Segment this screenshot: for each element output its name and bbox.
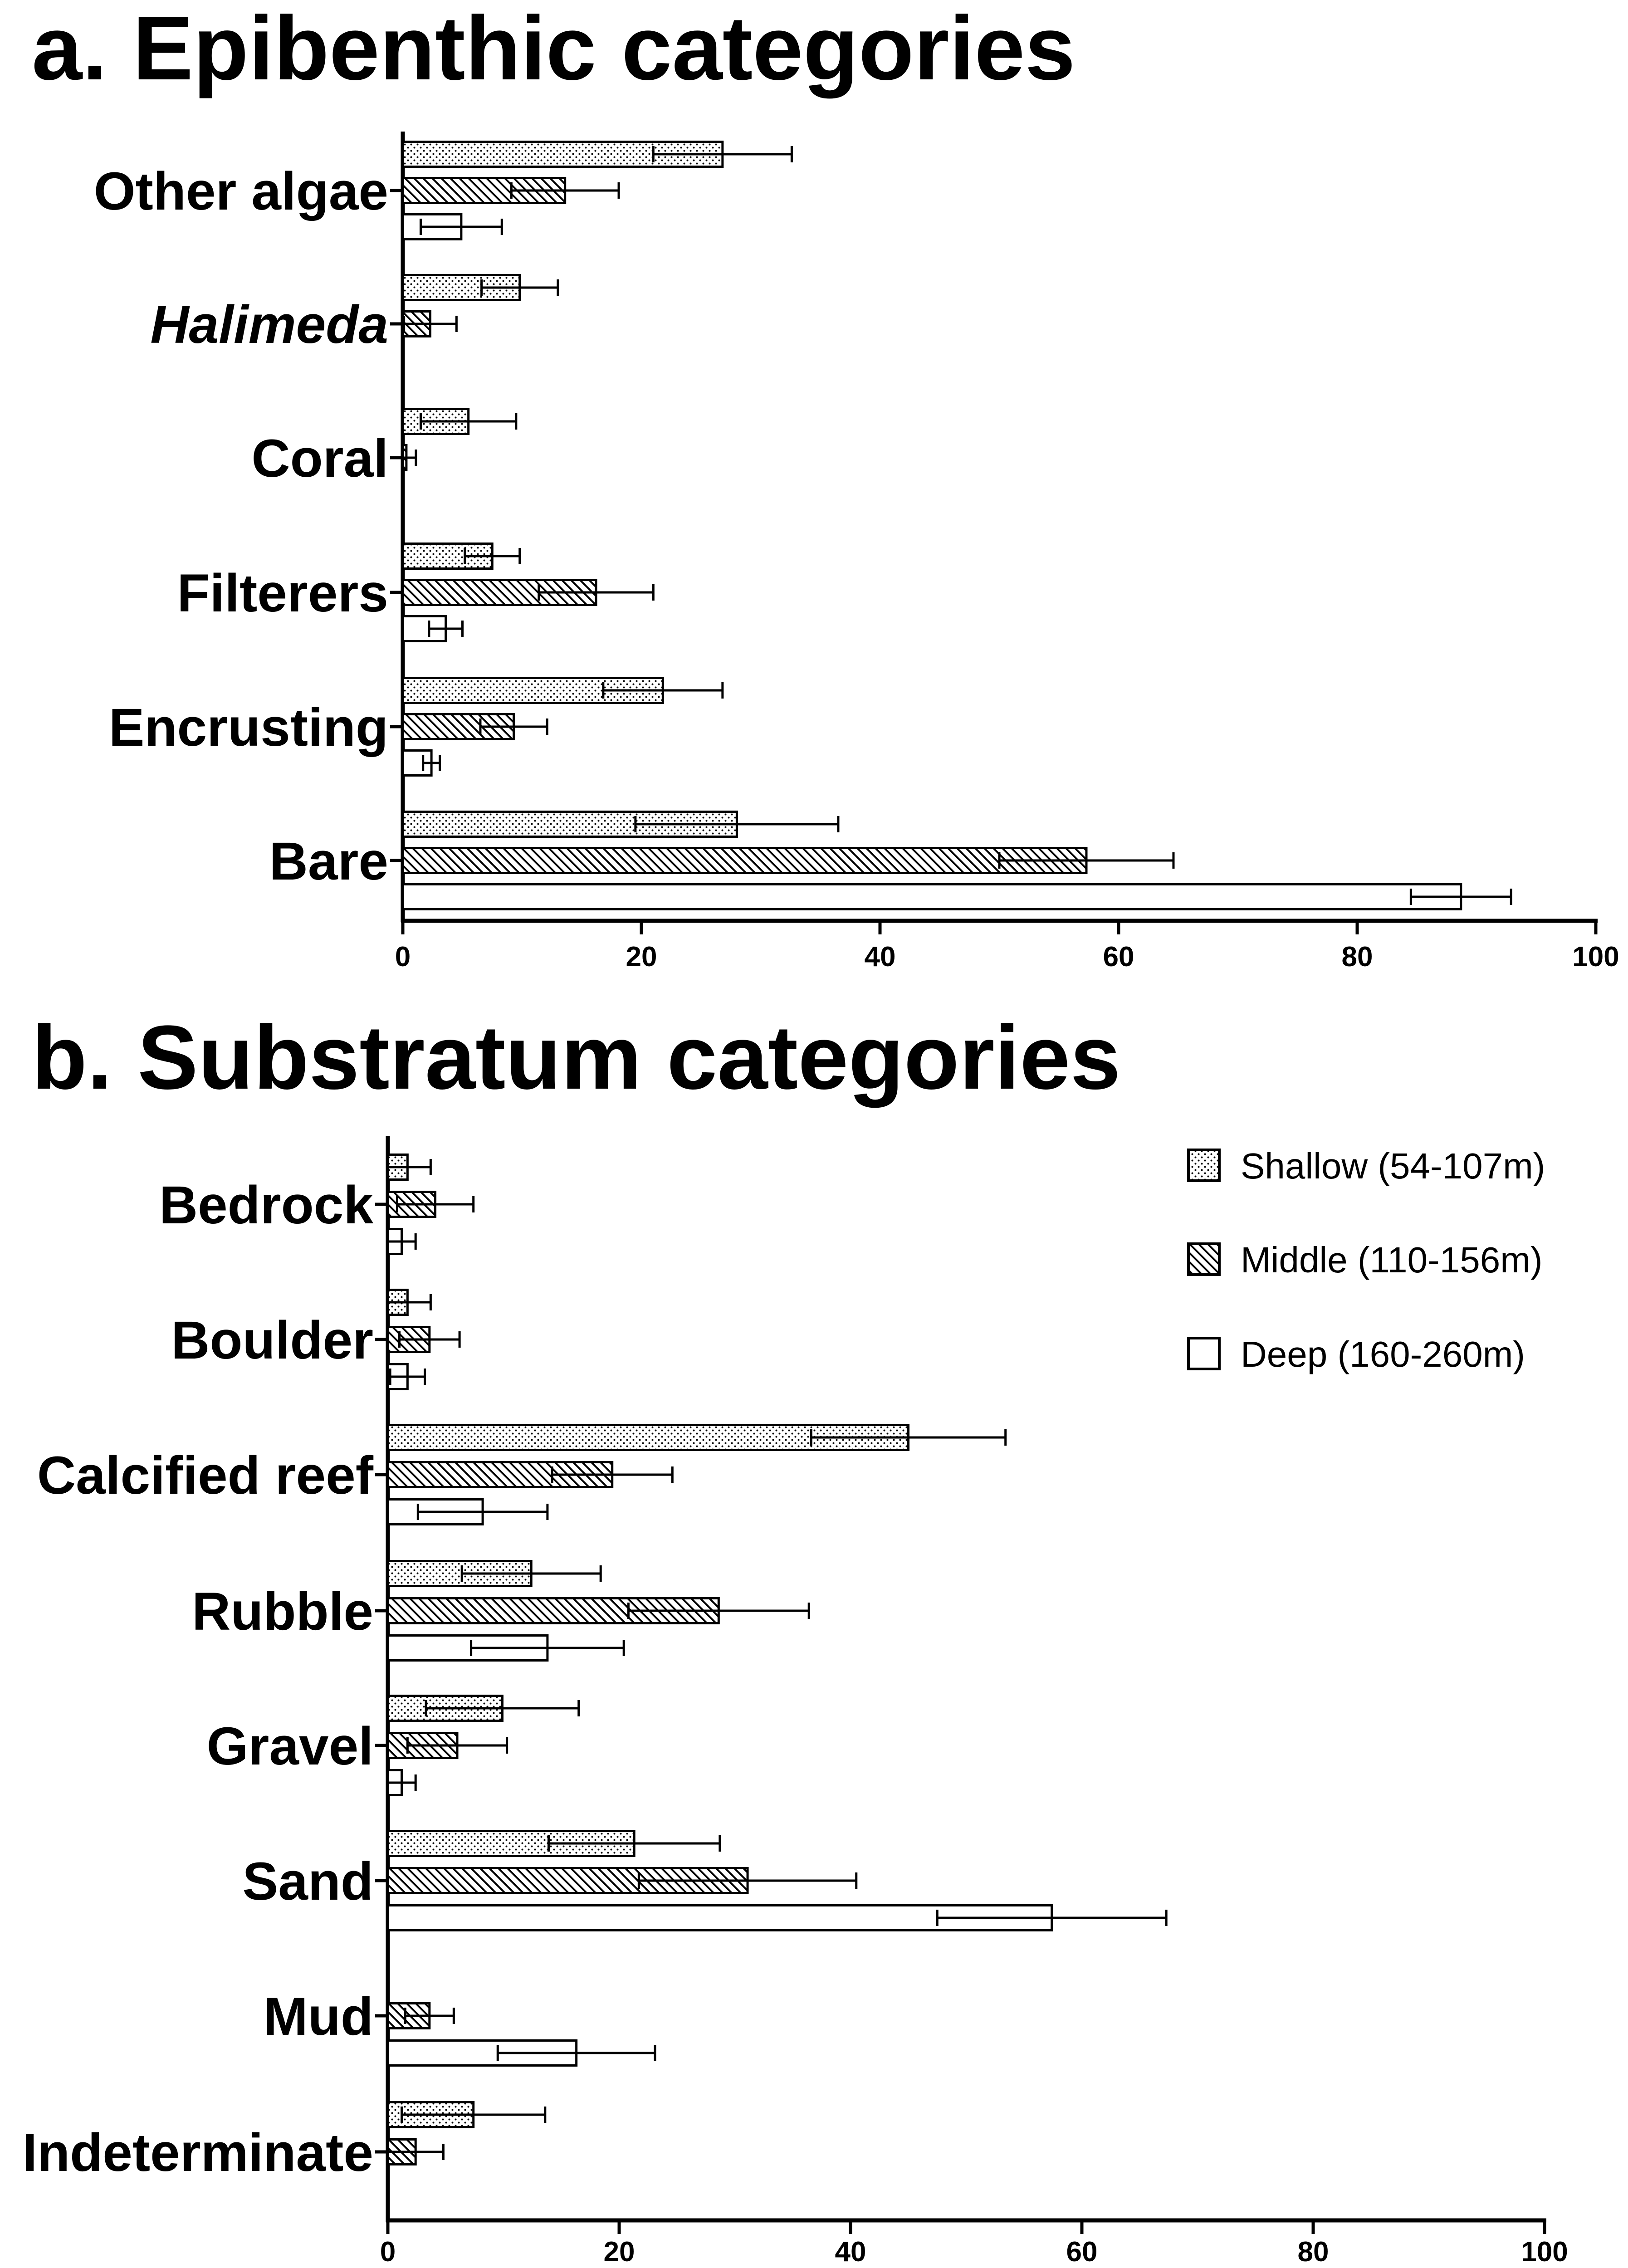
legend-item-shallow xyxy=(1188,1146,1545,1186)
x-tick-label: 40 xyxy=(835,2236,866,2268)
category-label: Bare xyxy=(269,831,388,891)
legend-label-middle: Middle (110-156m) xyxy=(1241,1240,1543,1280)
category-label: Rubble xyxy=(192,1582,373,1642)
category-label: Encrusting xyxy=(108,698,388,758)
category-label: Coral xyxy=(251,429,388,489)
bar-deep xyxy=(403,885,1461,909)
x-tick-label: 80 xyxy=(1341,941,1373,973)
x-tick-label: 20 xyxy=(626,941,657,973)
panel-substratum xyxy=(22,1007,1568,2268)
category-label: Bedrock xyxy=(159,1175,373,1235)
bar-middle xyxy=(403,848,1086,873)
panel-b-title: b. Substratum categories xyxy=(32,1007,1121,1108)
category-label: Other algae xyxy=(93,161,388,221)
category-label: Halimeda xyxy=(150,295,388,355)
category-label: Filterers xyxy=(177,563,388,623)
legend-swatch-deep xyxy=(1188,1338,1219,1369)
x-tick-label: 100 xyxy=(1572,941,1619,973)
legend-swatch-middle xyxy=(1188,1244,1219,1275)
legend xyxy=(1188,1146,1545,1374)
x-tick-label: 60 xyxy=(1066,2236,1098,2268)
panel-b-plot-area xyxy=(22,1136,1568,2268)
legend-item-middle xyxy=(1188,1240,1542,1280)
panel-a-title: a. Epibenthic categories xyxy=(32,0,1076,99)
category-label: Sand xyxy=(242,1852,373,1911)
category-label: Boulder xyxy=(171,1310,373,1370)
category-label: Indeterminate xyxy=(22,2123,373,2183)
x-tick-label: 60 xyxy=(1103,941,1134,973)
panel-epibenthic xyxy=(32,0,1619,973)
x-tick-label: 100 xyxy=(1521,2236,1568,2268)
panel-a-plot-area xyxy=(94,132,1619,973)
x-tick-label: 40 xyxy=(864,941,896,973)
legend-label-deep: Deep (160-260m) xyxy=(1241,1334,1525,1374)
x-tick-label: 80 xyxy=(1297,2236,1329,2268)
x-tick-label: 0 xyxy=(395,941,411,973)
x-tick-label: 20 xyxy=(603,2236,635,2268)
category-label: Mud xyxy=(263,1987,373,2047)
category-label: Calcified reef xyxy=(37,1446,373,1505)
legend-label-shallow: Shallow (54-107m) xyxy=(1241,1146,1545,1186)
legend-swatch-shallow xyxy=(1188,1150,1219,1181)
category-label: Gravel xyxy=(206,1716,373,1776)
x-tick-label: 0 xyxy=(380,2236,396,2268)
legend-item-deep xyxy=(1188,1334,1525,1374)
